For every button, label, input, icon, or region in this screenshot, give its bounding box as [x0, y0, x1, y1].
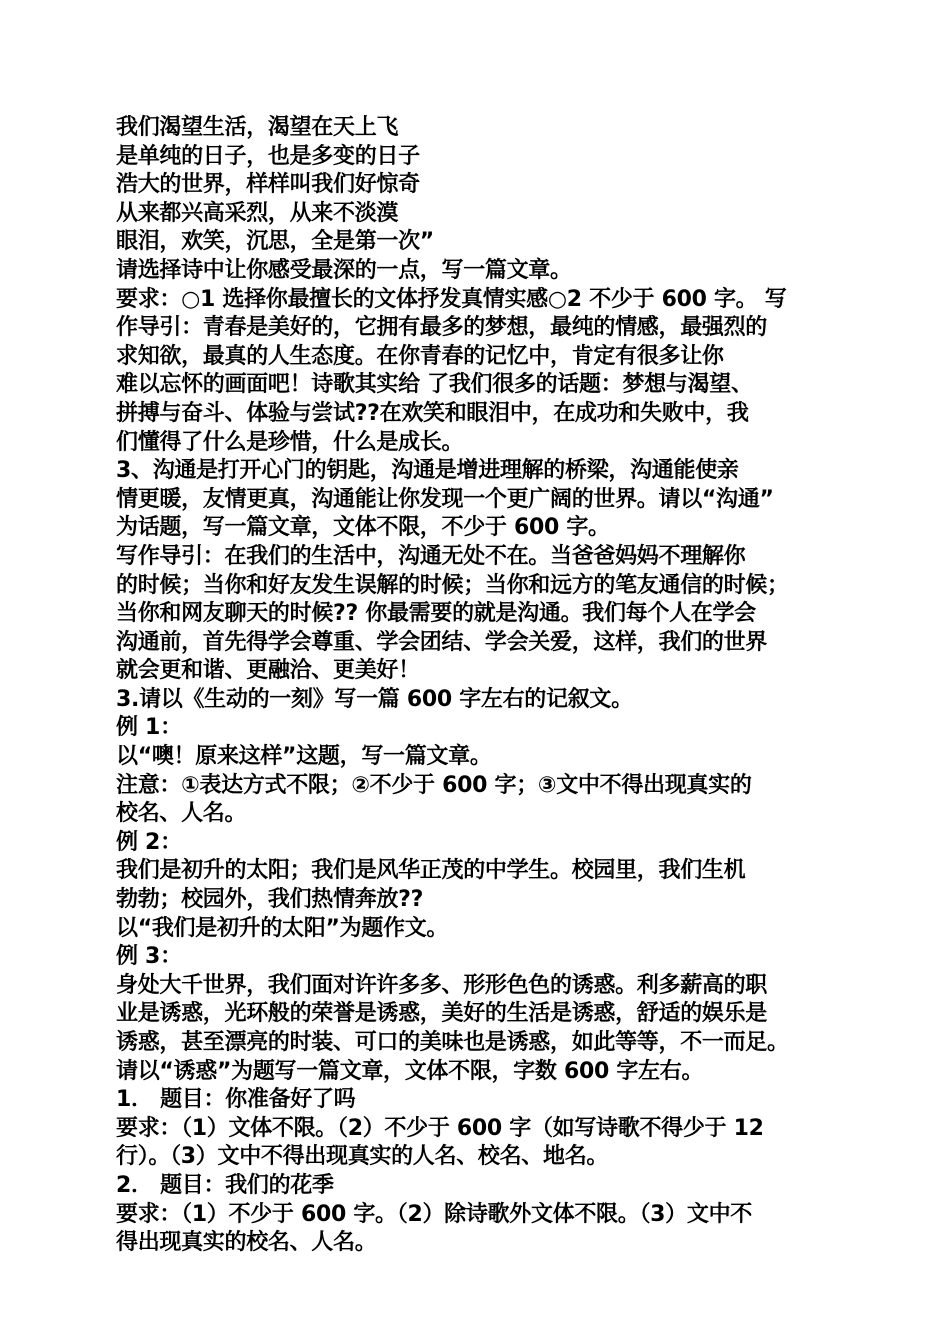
- text-line: 情更暖，友情更真，沟通能让你发现一个更广阔的世界。请以“沟通”: [116, 486, 774, 512]
- text-line: 眼泪，欢笑，沉思，全是第一次”: [116, 229, 434, 255]
- text-line: 请以“诱惑”为题写一篇文章，文体不限，字数 600 字左右。: [116, 1058, 704, 1084]
- text-line: 注意：①表达方式不限；②不少于 600 字；③文中不得出现真实的: [116, 772, 752, 798]
- text-line: 要求：（1）不少于 600 字。（2）除诗歌外文体不限。（3）文中不: [116, 1201, 752, 1227]
- text-line: 勃勃；校园外，我们热情奔放??: [116, 887, 424, 913]
- text-line: 请选择诗中让你感受最深的一点，写一篇文章。: [116, 257, 572, 283]
- text-line: 以“噢！原来这样”这题，写一篇文章。: [116, 744, 492, 770]
- text-line: 求知欲，最真的人生态度。在你青春的记忆中，肯定有很多让你: [116, 343, 724, 369]
- text-line: 是单纯的日子，也是多变的日子: [116, 143, 420, 169]
- text-line: 写作导引：在我们的生活中，沟通无处不在。当爸爸妈妈不理解你: [116, 543, 746, 569]
- text-line: 我们渴望生活，渴望在天上飞: [116, 115, 399, 140]
- text-line: 3.请以《生动的一刻》写一篇 600 字左右的记叙文。: [116, 686, 633, 712]
- text-line: 3、沟通是打开心门的钥匙，沟通是增进理解的桥梁，沟通能使亲: [116, 458, 739, 484]
- text-line: 要求：○1 选择你最擅长的文体抒发真情实感○2 不少于 600 字。 写: [116, 286, 787, 312]
- text-line: 行）。（3）文中不得出现真实的人名、校名、地名。: [116, 1144, 609, 1170]
- text-line: 的时候；当你和好友发生误解的时候；当你和远方的笔友通信的时候；: [116, 572, 789, 598]
- text-line: 就会更和谐、更融洽、更美好！: [116, 658, 420, 684]
- text-line: 诱惑，甚至漂亮的时装、可口的美味也是诱惑，如此等等，不一而足。: [116, 1030, 789, 1055]
- text-line: 沟通前，首先得学会尊重、学会团结、学会关爱，这样，我们的世界: [116, 629, 768, 655]
- text-line: 从来都兴高采烈，从来不淡漠: [116, 200, 399, 226]
- text-line: 难以忘怀的画面吧！诗歌其实给 了我们很多的话题：梦想与渴望、: [116, 372, 753, 398]
- text-line: 例 2：: [116, 829, 182, 855]
- text-line: 例 1：: [116, 715, 182, 741]
- text-line: 浩大的世界，样样叫我们好惊奇: [116, 172, 420, 198]
- text-line: 1． 题目：你准备好了吗: [116, 1087, 356, 1113]
- text-line: 得出现真实的校名、人名。: [116, 1230, 377, 1256]
- text-line: 校名、人名。: [116, 801, 247, 827]
- text-line: 要求：（1）文体不限。（2）不少于 600 字（如写诗歌不得少于 12: [116, 1115, 764, 1141]
- text-line: 2． 题目：我们的花季: [116, 1172, 334, 1198]
- text-line: 例 3：: [116, 944, 182, 970]
- text-line: 以“我们是初升的太阳”为题作文。: [116, 915, 449, 941]
- text-line: 们懂得了什么是珍惜，什么是成长。: [116, 429, 464, 455]
- text-line: 我们是初升的太阳；我们是风华正茂的中学生。校园里，我们生机: [116, 858, 746, 884]
- document-body: [116, 114, 856, 1258]
- text-line: 为话题，写一篇文章，文体不限，不少于 600 字。: [116, 515, 610, 541]
- text-line: 作导引：青春是美好的，它拥有最多的梦想，最纯的情感，最强烈的: [116, 315, 768, 341]
- text-line: 拼搏与奋斗、体验与尝试??在欢笑和眼泪中，在成功和失败中，我: [116, 400, 749, 426]
- text-line: 身处大千世界，我们面对许许多多、形形色色的诱惑。利多薪高的职: [116, 972, 768, 998]
- text-line: 当你和网友聊天的时候?? 你最需要的就是沟通。我们每个人在学会: [116, 601, 756, 627]
- text-line: 业是诱惑，光环般的荣誉是诱惑，美好的生活是诱惑，舒适的娱乐是: [116, 1001, 768, 1027]
